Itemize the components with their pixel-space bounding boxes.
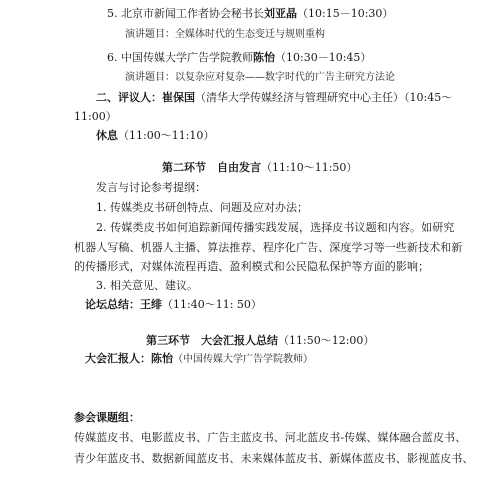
groups-line-1: 传媒蓝皮书、电影蓝皮书、广告主蓝皮书、河北蓝皮书-传媒、媒体融合蓝皮书、	[74, 431, 467, 444]
reviewer-name: 崔保国	[162, 91, 195, 104]
reporter-line	[85, 352, 313, 367]
discussion-item-2-cont-1: 机器人写稿、机器人主播、算法推荐、程序化广告、深度学习等一些新技术和新	[74, 241, 463, 254]
discussion-item-2-cont-2: 的传播形式，对媒体流程再造、盈利模式和公民隐私保护等方面的影响；	[74, 260, 430, 273]
forum-summary-line	[85, 298, 262, 312]
reviewer-label: 二、评议人：	[96, 91, 162, 104]
section-3-heading	[146, 334, 374, 348]
speaker-5-topic: 演讲题目：全媒体时代的生态变迁与规则重构	[125, 29, 325, 40]
speaker-6-line	[107, 51, 371, 65]
section-3-title: 第三环节 大会汇报人总结	[146, 334, 278, 347]
section-2-heading	[162, 161, 357, 175]
reviewer-detail-cont: 11:00）	[74, 110, 117, 123]
speaker-6-time: （10:30－10:45）	[275, 51, 372, 64]
speaker-5-name: 刘亚晶	[264, 7, 297, 20]
speaker-5-time: （10:15－10:30）	[297, 7, 394, 20]
section-2-time: （11:10～11:50）	[261, 161, 358, 174]
forum-summary-time: （11:40～11: 50）	[162, 298, 262, 311]
discussion-item-2: 2. 传媒类皮书如何追踪新闻传播实践发展，选择皮书议题和内容。如研究	[96, 221, 455, 234]
break-label: 休息	[96, 129, 118, 142]
speaker-5-affiliation: 5. 北京市新闻工作者协会秘书长	[107, 7, 264, 20]
discussion-item-3: 3. 相关意见、建议。	[96, 279, 198, 292]
speaker-6-name: 陈怡	[253, 51, 275, 64]
forum-summary-label: 论坛总结：王绯	[85, 298, 162, 311]
groups-line-2: 青少年蓝皮书、数据新闻蓝皮书、未来媒体蓝皮书、新媒体蓝皮书、影视蓝皮书、	[74, 452, 474, 465]
discussion-intro: 发言与讨论参考提纲：	[96, 181, 206, 194]
speaker-6-affiliation: 6. 中国传媒大学广告学院教师	[107, 51, 253, 64]
speaker-5-line	[107, 7, 393, 21]
reviewer-detail: （清华大学传媒经济与管理研究中心主任）（10:45～	[195, 91, 453, 104]
discussion-item-1: 1. 传媒类皮书研创特点、问题及应对办法；	[96, 201, 308, 214]
section-3-time: （11:50～12:00）	[278, 334, 375, 347]
reporter-detail: （中国传媒大学广告学院教师）	[173, 354, 313, 365]
speaker-6-topic: 演讲题目：以复杂应对复杂——数字时代的广告主研究方法论	[125, 72, 395, 83]
reporter-label: 大会汇报人：陈怡	[85, 352, 173, 365]
break-time: （11:00～11:10）	[118, 129, 215, 142]
groups-heading: 参会课题组：	[74, 411, 140, 424]
reviewer-line	[96, 91, 452, 105]
break-line	[96, 129, 214, 143]
section-2-title: 第二环节 自由发言	[162, 161, 261, 174]
